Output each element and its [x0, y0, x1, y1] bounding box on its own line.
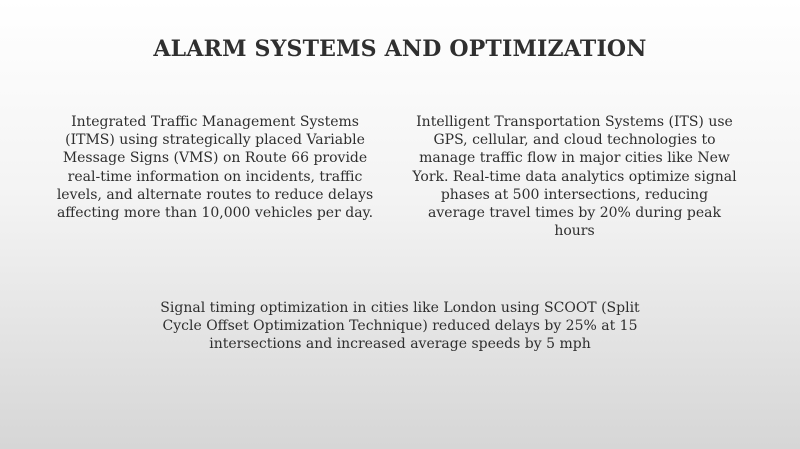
left-paragraph: Integrated Traffic Management Systems (ITMS) using strategically placed Variable Message Signs (VMS) on Route 66 provide real-time information on incidents, traffic levels, and alternate routes to reduce delays affecting more than 10,000 vehicles per day.	[56, 114, 374, 222]
right-paragraph: Intelligent Transportation Systems (ITS) use GPS, cellular, and cloud technologies to manage traffic flow in major cities like New York. Real-time data analytics optimize signal phases at 500 intersections, reducing average travel times by 20% during peak hours	[412, 114, 737, 240]
bottom-paragraph: Signal timing optimization in cities like London using SCOOT (Split Cycle Offset Optimization Technique) reduced delays by 25% at 15 intersections and increased average speeds by 5 mph	[160, 300, 640, 353]
slide-title: ALARM SYSTEMS AND OPTIMIZATION	[153, 36, 647, 62]
